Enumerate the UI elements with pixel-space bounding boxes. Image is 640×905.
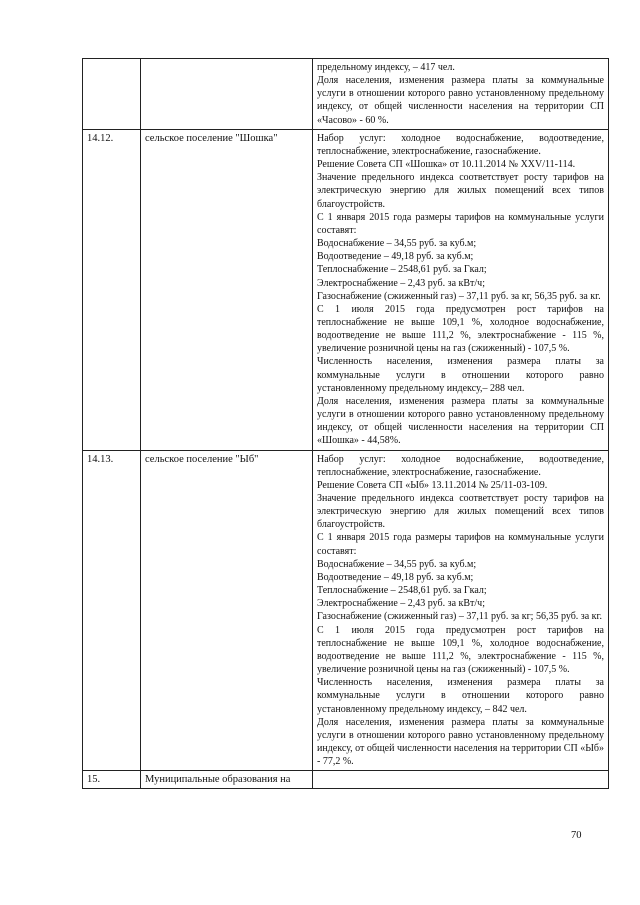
row-municipality: сельское поселение "Ыб" (141, 450, 313, 771)
content-paragraph: Теплоснабжение – 2548,61 руб. за Гкал; (317, 585, 487, 597)
content-paragraph: Газоснабжение (сжиженный газ) – 37,11 руб. за кг; 56,35 руб. за кг. (317, 611, 602, 623)
content-paragraph: Решение Совета СП «Шошка» от 10.11.2014 № XXV/11-114. (317, 159, 576, 171)
row-content (313, 450, 609, 771)
table-row (83, 450, 609, 771)
row-number: 14.13. (83, 450, 141, 771)
content-paragraph: С 1 января 2015 года размеры тарифов на коммунальные услуги составят: (317, 211, 604, 236)
row-number: 15. (83, 771, 141, 789)
content-paragraph: Значение предельного индекса соответствует росту тарифов на электрическую энергию для жилых помещений всех типов благоустройств. (317, 172, 604, 210)
content-paragraph: Электроснабжение – 2,43 руб. за кВт/ч; (317, 598, 485, 610)
row-municipality: Муниципальные образования на (141, 771, 313, 789)
row-municipality (141, 59, 313, 130)
table-row (83, 771, 609, 789)
row-municipality: сельское поселение "Шошка" (141, 129, 313, 450)
content-paragraph: Решение Совета СП «Ыб» 13.11.2014 № 25/11-03-109. (317, 479, 548, 491)
content-paragraph: Доля населения, изменения размера платы за коммунальные услуги в отношении которого равно установленному предельному индексу, от общей численности населения на территории СП «Часово» - 60 %. (317, 75, 604, 126)
content-paragraph: Водоотведение – 49,18 руб. за куб.м; (317, 251, 474, 263)
content-paragraph: Набор услуг: холодное водоснабжение, водоотведение, теплоснабжение, электроснабжение, газоснабжение. (317, 453, 604, 478)
content-paragraph: С 1 января 2015 года размеры тарифов на коммунальные услуги составят: (317, 532, 604, 557)
content-paragraph: Водоотведение – 49,18 руб. за куб.м; (317, 571, 474, 583)
content-paragraph: С 1 июля 2015 года предусмотрен рост тарифов на теплоснабжение не выше 109,1 %, холодное водоснабжение, водоотведение не выше 111,2 %, электроснабжение - 115 %, увеличение розничной цены на газ (сжиженный) - 107,5 %. (317, 303, 604, 355)
content-paragraph: Доля населения, изменения размера платы за коммунальные услуги в отношении которого равно установленному предельному индексу, от общей численности населения на территории СП «Шошка» - 44,58%. (317, 395, 604, 447)
row-content (313, 771, 609, 789)
content-paragraph: Теплоснабжение – 2548,61 руб. за Гкал; (317, 264, 487, 276)
content-paragraph: Значение предельного индекса соответствует росту тарифов на электрическую энергию для жилых помещений всех типов благоустройств. (317, 493, 604, 531)
content-paragraph: Газоснабжение (сжиженный газ) – 37,11 руб. за кг, 56,35 руб. за кг. (317, 290, 601, 302)
row-number (83, 59, 141, 130)
content-paragraph: Водоснабжение – 34,55 руб. за куб.м; (317, 238, 477, 250)
content-paragraph: Набор услуг: холодное водоснабжение, водоотведение, теплоснабжение, электроснабжение, газоснабжение. (317, 132, 604, 157)
content-paragraph: С 1 июля 2015 года предусмотрен рост тарифов на теплоснабжение не выше 109,1 %, холодное водоснабжение, водоотведение не выше 111,2 %, электроснабжение - 115 %, увеличение розничной цены на газ (сжиженный) - 107,5 %. (317, 624, 604, 676)
page-number: 70 (571, 830, 582, 841)
table-row (83, 59, 609, 130)
content-paragraph: Численность населения, изменения размера платы за коммунальные услуги в отношении которого равно установленному предельному индексу, – 842 чел. (317, 677, 604, 715)
row-number: 14.12. (83, 129, 141, 450)
content-paragraph: предельному индексу, – 417 чел. (317, 62, 455, 73)
data-table (82, 58, 609, 789)
content-paragraph: Доля населения, изменения размера платы за коммунальные услуги в отношении которого равно установленному предельному индексу, от общей численности населения на территории СП «Ыб» - 77,2 %. (317, 716, 604, 768)
content-paragraph: Водоснабжение – 34,55 руб. за куб.м; (317, 558, 477, 570)
row-content (313, 59, 609, 130)
content-paragraph: Электроснабжение – 2,43 руб. за кВт/ч; (317, 277, 485, 289)
table-row (83, 129, 609, 450)
content-paragraph: Численность населения, изменения размера платы за коммунальные услуги в отношении которого равно установленному предельному индексу,– 288 чел. (317, 356, 604, 394)
row-content (313, 129, 609, 450)
